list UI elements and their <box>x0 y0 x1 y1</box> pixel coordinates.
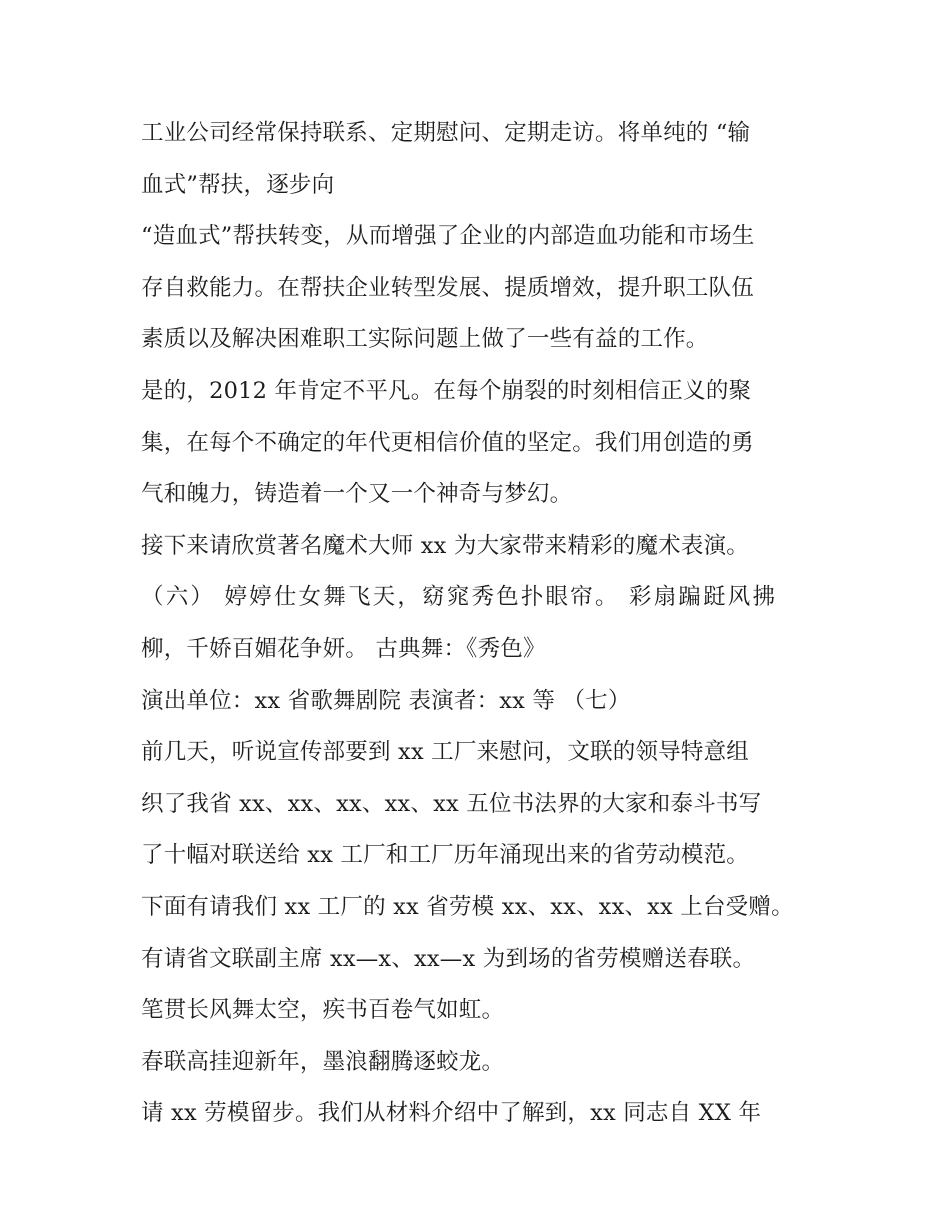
text-line-14: 织了我省 xx、xx、xx、xx、xx 五位书法界的大家和泰斗书写 <box>141 790 762 817</box>
text-line-5: 素质以及解决困难职工实际问题上做了一些有益的工作。 <box>141 326 709 353</box>
text-line-15: 了十幅对联送给 xx 工厂和工厂历年涌现出来的省劳动模范。 <box>141 842 749 869</box>
text-line-1: 工业公司经常保持联系、定期慰问、定期走访。将单纯的 “输 <box>141 120 751 146</box>
text-line-12: 演出单位：xx 省歌舞剧院 表演者：xx 等 （七） <box>141 687 631 714</box>
text-line-3: “造血式”帮扶转变，从而增强了企业的内部造血功能和市场生 <box>141 223 755 250</box>
text-line-2: 血式”帮扶，逐步向 <box>141 171 335 198</box>
document-body <box>141 108 821 1140</box>
text-line-8: 气和魄力，铸造着一个又一个神奇与梦幻。 <box>141 481 573 508</box>
text-line-4: 存自救能力。在帮扶企业转型发展、提质增效，提升职工队伍 <box>141 274 754 301</box>
text-line-17: 有请省文联副主席 xx—x、xx—x 为到场的省劳模赠送春联。 <box>141 945 756 972</box>
text-line-16: 下面有请我们 xx 工厂的 xx 省劳模 xx、xx、xx、xx 上台受赠。 <box>141 893 794 920</box>
text-line-19: 春联高挂迎新年，墨浪翻腾逐蛟龙。 <box>141 1048 505 1075</box>
text-line-6: 是的，2012 年肯定不平凡。在每个崩裂的时刻相信正义的聚 <box>141 377 752 404</box>
text-line-11: 柳，千娇百媚花争妍。 古典舞：《秀色》 <box>141 635 546 662</box>
text-line-18: 笔贯长风舞太空，疾书百卷气如虹。 <box>141 997 505 1024</box>
text-line-20: 请 xx 劳模留步。我们从材料介绍中了解到，xx 同志自 XX 年 <box>141 1100 762 1127</box>
text-line-13: 前几天，听说宣传部要到 xx 工厂来慰问，文联的领导特意组 <box>141 739 749 766</box>
text-line-7: 集，在每个不确定的年代更相信价值的坚定。我们用创造的勇 <box>141 429 754 456</box>
text-line-9: 接下来请欣赏著名魔术大师 xx 为大家带来精彩的魔术表演。 <box>141 532 749 559</box>
text-line-10: （六） 婷婷仕女舞飞天，窈窕秀色扑眼帘。 彩扇蹁跹风拂 <box>141 584 778 611</box>
